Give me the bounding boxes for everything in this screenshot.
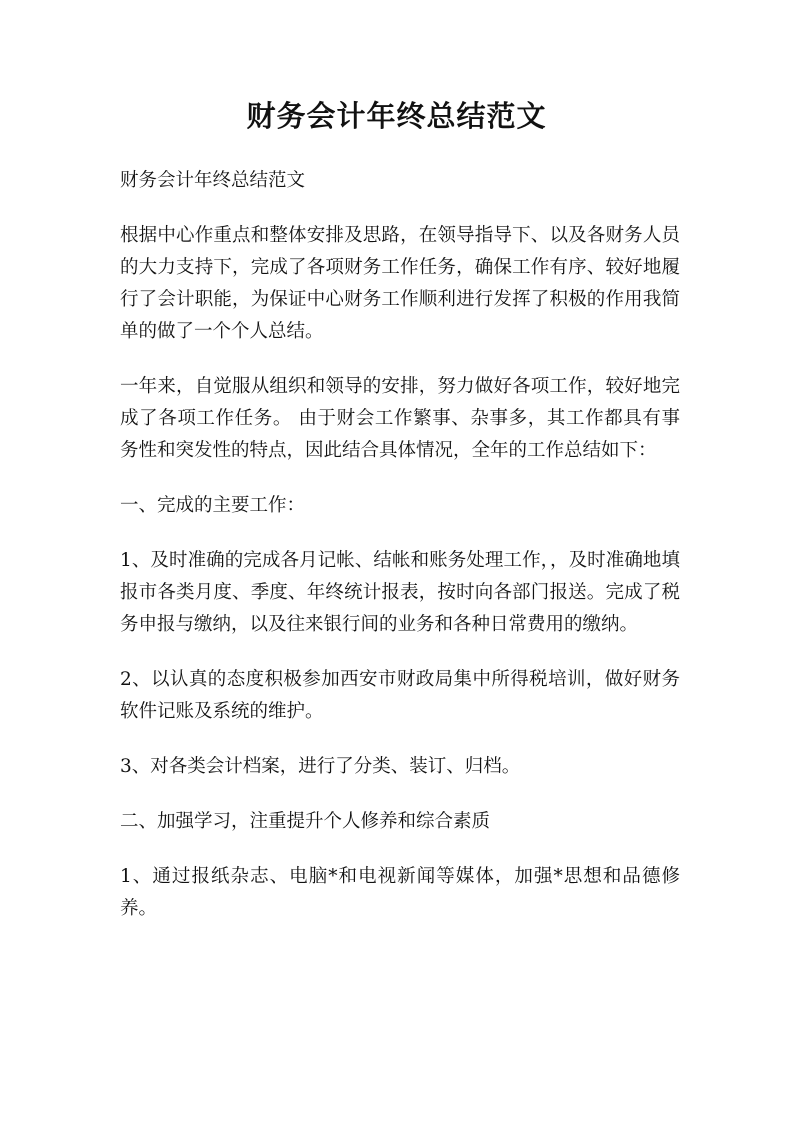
section-heading-2: 二、加强学习，注重提升个人修养和综合素质	[120, 811, 491, 832]
document-title: 财务会计年终总结范文	[246, 99, 547, 133]
overview-paragraph: 一年来，自觉服从组织和领导的安排，努力做好各项工作，较好地完成了各项工作任务。 由于财会工作繁事、杂事多，其工作都具有事务性和突发性的特点，因此结合具体情况，全年的工作总结如下：	[120, 376, 680, 461]
intro-paragraph: 根据中心作重点和整体安排及思路，在领导指导下、以及各财务人员的大力支持下，完成了各项财务工作任务，确保工作有序、较好地履行了会计职能，为保证中心财务工作顺利进行发挥了积极的作用我简单的做了一个个人总结。	[120, 225, 680, 342]
list-item-1-1: 1、及时准确的完成各月记帐、结帐和账务处理工作，，及时准确地填报市各类月度、季度、年终统计报表，按时向各部门报送。完成了税务申报与缴纳，以及往来银行间的业务和各种日常费用的缴纳。	[120, 550, 680, 635]
section-heading-1: 一、完成的主要工作：	[120, 495, 306, 516]
list-item-1-3: 3、对各类会计档案，进行了分类、装订、归档。	[120, 756, 521, 777]
list-item-1-2: 2、以认真的态度积极参加西安市财政局集中所得税培训，做好财务软件记账及系统的维护。	[120, 669, 680, 722]
document-body	[120, 165, 680, 948]
list-item-2-1: 1、通过报纸杂志、电脑*和电视新闻等媒体，加强*思想和品德修养。	[120, 866, 680, 919]
subtitle-paragraph: 财务会计年终总结范文	[120, 170, 306, 191]
